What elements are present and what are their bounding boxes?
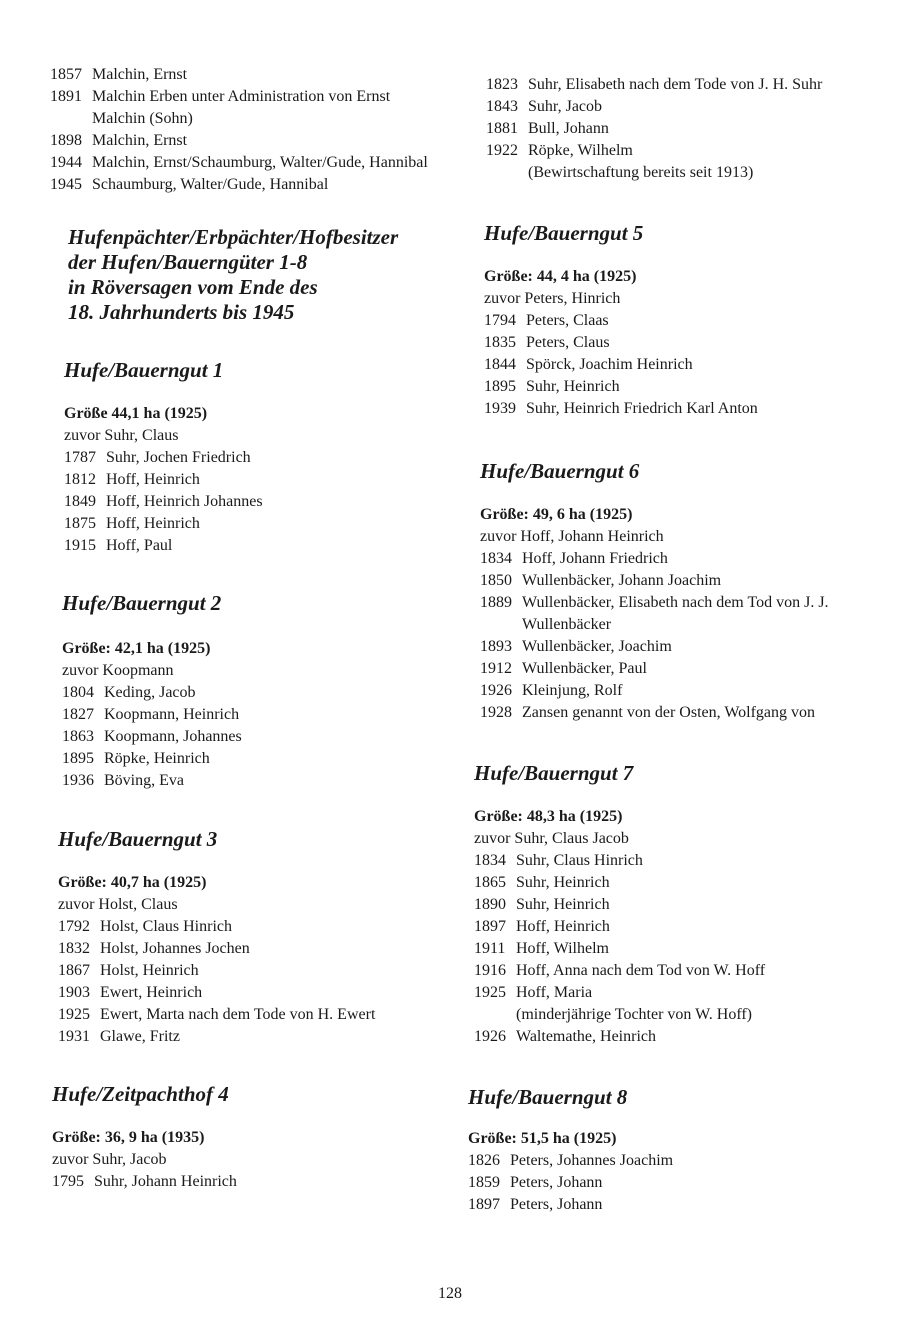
entry-name: Spörck, Joachim Heinrich: [526, 356, 693, 373]
entry-year: 1867: [58, 962, 90, 979]
entry-year: 1787: [64, 449, 96, 466]
left-column: [50, 64, 445, 1193]
entry-name: Suhr, Heinrich: [516, 874, 610, 891]
entry: [58, 960, 445, 982]
entry: [58, 1026, 445, 1048]
heading-line: Hufenpächter/Erbpächter/Hofbesitzer: [68, 225, 399, 249]
entry-year: 1835: [484, 334, 516, 351]
entry: [480, 702, 893, 724]
entry-year: 1944: [50, 154, 82, 171]
entry: [58, 982, 445, 1004]
section-size: Größe 44,1 ha (1925): [64, 405, 208, 422]
entry: [62, 682, 445, 704]
entry: [50, 86, 445, 130]
entry-name: Suhr, Jacob: [528, 98, 603, 115]
entry: [474, 872, 893, 894]
main-heading: [50, 225, 445, 325]
entry-name: Peters, Claas: [526, 312, 609, 329]
entry-name: Hoff, Wilhelm: [516, 940, 609, 957]
entry-year: 1911: [474, 940, 506, 957]
right-column: [468, 74, 893, 1216]
section-size: Größe: 49, 6 ha (1925): [480, 506, 633, 523]
entry: [50, 64, 445, 86]
entry-name: Keding, Jacob: [104, 684, 196, 701]
entry-note: (minderjährige Tochter von W. Hoff): [516, 1006, 753, 1023]
section-8: [468, 1084, 893, 1216]
section-size: Größe: 42,1 ha (1925): [62, 640, 211, 657]
entry: [486, 74, 893, 96]
entry-year: 1857: [50, 66, 82, 83]
entry: [64, 447, 445, 469]
entry-year: 1834: [480, 550, 512, 567]
entry-year: 1865: [474, 874, 506, 891]
section-4: [50, 1081, 445, 1193]
entry-name: Hoff, Maria: [516, 984, 593, 1001]
entry-name: Peters, Claus: [526, 334, 610, 351]
entry: [474, 850, 893, 872]
entry-name: Koopmann, Johannes: [104, 728, 242, 745]
entry-name: Suhr, Heinrich Friedrich Karl Anton: [526, 400, 758, 417]
entry-year: 1890: [474, 896, 506, 913]
section-title: Hufe/Bauerngut 1: [64, 358, 224, 382]
entry-year: 1812: [64, 471, 96, 488]
entry-year: 1804: [62, 684, 94, 701]
entry-year: 1792: [58, 918, 90, 935]
section-7: [468, 760, 893, 1048]
entry: [480, 592, 893, 636]
entry: [62, 726, 445, 748]
entry-name: Wullenbäcker, Elisabeth nach dem Tod von J. J. Wullenbäcker: [522, 594, 829, 633]
entry: [50, 152, 445, 174]
section-size: Größe: 51,5 ha (1925): [468, 1130, 617, 1147]
entry-year: 1832: [58, 940, 90, 957]
entry-year: 1881: [486, 120, 518, 137]
section-title: Hufe/Bauerngut 8: [468, 1085, 628, 1109]
entry-name: Suhr, Heinrich: [526, 378, 620, 395]
entry-name: Malchin Erben unter Administration von Ernst Malchin (Sohn): [92, 88, 391, 127]
entry: [474, 982, 893, 1004]
entry: [484, 398, 893, 420]
section-3: [50, 826, 445, 1048]
section-title: Hufe/Zeitpachthof 4: [52, 1082, 229, 1106]
section-size: Größe: 48,3 ha (1925): [474, 808, 623, 825]
entry-year: 1926: [474, 1028, 506, 1045]
section-title: Hufe/Bauerngut 6: [480, 459, 640, 483]
entry: [480, 658, 893, 680]
entry-name: Wullenbäcker, Johann Joachim: [522, 572, 722, 589]
section-title: Hufe/Bauerngut 7: [474, 761, 634, 785]
entry-name: Bull, Johann: [528, 120, 609, 137]
entry-year: 1895: [62, 750, 94, 767]
entry: [64, 469, 445, 491]
entry-year: 1794: [484, 312, 516, 329]
entry-year: 1912: [480, 660, 512, 677]
entry-year: 1843: [486, 98, 518, 115]
entry: [62, 770, 445, 792]
heading-line: in Röversagen vom Ende des: [68, 275, 318, 299]
section-title: Hufe/Bauerngut 5: [484, 221, 644, 245]
entry-year: 1827: [62, 706, 94, 723]
entry-year: 1925: [58, 1006, 90, 1023]
section-size: Größe: 36, 9 ha (1935): [52, 1129, 205, 1146]
entry-name: Holst, Heinrich: [100, 962, 199, 979]
entry-year: 1891: [50, 88, 82, 105]
entry-name: Peters, Johann: [510, 1174, 603, 1191]
entry: [484, 376, 893, 398]
entry: [486, 96, 893, 118]
entry-name: Hoff, Heinrich Johannes: [106, 493, 263, 510]
entry: [64, 513, 445, 535]
entry-name: Böving, Eva: [104, 772, 184, 789]
entry-year: 1844: [484, 356, 516, 373]
entry: [484, 310, 893, 332]
entry: [480, 548, 893, 570]
entry: [468, 1150, 893, 1172]
entry-year: 1903: [58, 984, 90, 1001]
entry-list: [50, 64, 445, 196]
entry: [52, 1171, 445, 1193]
entry-name: Suhr, Jochen Friedrich: [106, 449, 251, 466]
entry: [58, 938, 445, 960]
entry: [64, 535, 445, 557]
entry: [486, 140, 893, 162]
entry: [474, 960, 893, 982]
entry: [474, 1026, 893, 1048]
entry-name: Wullenbäcker, Joachim: [522, 638, 672, 655]
section-prior: zuvor Peters, Hinrich: [484, 290, 621, 307]
entry-name: Kleinjung, Rolf: [522, 682, 623, 699]
entry-name: Hoff, Heinrich: [106, 471, 200, 488]
section-prior: zuvor Koopmann: [62, 662, 174, 679]
entry-year: 1898: [50, 132, 82, 149]
entry-name: Malchin, Ernst: [92, 66, 188, 83]
entry-name: Holst, Johannes Jochen: [100, 940, 250, 957]
section-1: [50, 357, 445, 557]
section-size: Größe: 44, 4 ha (1925): [484, 268, 637, 285]
entry-year: 1939: [484, 400, 516, 417]
entry-year: 1850: [480, 572, 512, 589]
entry: [474, 894, 893, 916]
entry: [474, 916, 893, 938]
entry-name: Schaumburg, Walter/Gude, Hannibal: [92, 176, 329, 193]
entry: [468, 1172, 893, 1194]
entry-note: (Bewirtschaftung bereits seit 1913): [528, 164, 754, 181]
entry-year: 1915: [64, 537, 96, 554]
entry-year: 1931: [58, 1028, 90, 1045]
entry-name: Hoff, Anna nach dem Tod von W. Hoff: [516, 962, 766, 979]
heading-line: der Hufen/Bauerngüter 1-8: [68, 250, 308, 274]
entry-year: 1897: [468, 1196, 500, 1213]
entry-name: Peters, Johann: [510, 1196, 603, 1213]
entry: [480, 680, 893, 702]
entry-name: Holst, Claus Hinrich: [100, 918, 232, 935]
entry-name: Suhr, Claus Hinrich: [516, 852, 643, 869]
entry-name: Ewert, Heinrich: [100, 984, 203, 1001]
entry-name: Ewert, Marta nach dem Tode von H. Ewert: [100, 1006, 376, 1023]
section-prior: zuvor Suhr, Claus: [64, 427, 179, 444]
entry-year: 1863: [62, 728, 94, 745]
entry: [484, 354, 893, 376]
entry-year: 1849: [64, 493, 96, 510]
entry: [486, 118, 893, 140]
entry: [50, 174, 445, 196]
entry-year: 1895: [484, 378, 516, 395]
entry-year: 1795: [52, 1173, 84, 1190]
entry-name: Waltemathe, Heinrich: [516, 1028, 656, 1045]
entry-name: Röpke, Wilhelm: [528, 142, 633, 159]
entry-name: Röpke, Heinrich: [104, 750, 210, 767]
entry-year: 1926: [480, 682, 512, 699]
entry-name: Peters, Johannes Joachim: [510, 1152, 674, 1169]
entry-name: Malchin, Ernst: [92, 132, 188, 149]
entry-year: 1928: [480, 704, 512, 721]
entry-name: Koopmann, Heinrich: [104, 706, 240, 723]
section-5: [468, 220, 893, 420]
entry-year: 1826: [468, 1152, 500, 1169]
entry-year: 1897: [474, 918, 506, 935]
section-title: Hufe/Bauerngut 2: [62, 591, 222, 615]
entry-name: Wullenbäcker, Paul: [522, 660, 647, 677]
section-2: [50, 590, 445, 792]
section-prior: zuvor Suhr, Jacob: [52, 1151, 167, 1168]
entry: [58, 916, 445, 938]
entry-name: Glawe, Fritz: [100, 1028, 180, 1045]
entry: [50, 130, 445, 152]
section-prior: zuvor Suhr, Claus Jacob: [474, 830, 629, 847]
entry-name: Suhr, Elisabeth nach dem Tode von J. H. Suhr: [528, 76, 823, 93]
entry-year: 1922: [486, 142, 518, 159]
entry-year: 1893: [480, 638, 512, 655]
section-size: Größe: 40,7 ha (1925): [58, 874, 207, 891]
entry-list: [468, 74, 893, 184]
entry-name: Hoff, Paul: [106, 537, 173, 554]
entry: [58, 1004, 445, 1026]
section-prior: zuvor Hoff, Johann Heinrich: [480, 528, 664, 545]
entry-year: 1925: [474, 984, 506, 1001]
heading-line: 18. Jahrhunderts bis 1945: [68, 300, 295, 324]
entry: [468, 1194, 893, 1216]
entry-year: 1889: [480, 594, 512, 611]
entry: [474, 938, 893, 960]
entry: [64, 491, 445, 513]
entry: [62, 704, 445, 726]
entry-year: 1823: [486, 76, 518, 93]
section-6: [468, 458, 893, 724]
entry-name: Zansen genannt von der Osten, Wolfgang von: [522, 704, 816, 721]
section-title: Hufe/Bauerngut 3: [58, 827, 218, 851]
entry-year: 1875: [64, 515, 96, 532]
entry: [480, 636, 893, 658]
entry-year: 1916: [474, 962, 506, 979]
entry-name: Hoff, Johann Friedrich: [522, 550, 668, 567]
entry: [484, 332, 893, 354]
entry-name: Hoff, Heinrich: [516, 918, 610, 935]
entry-year: 1859: [468, 1174, 500, 1191]
entry: [480, 570, 893, 592]
entry-year: 1945: [50, 176, 82, 193]
entry-year: 1834: [474, 852, 506, 869]
entry-name: Malchin, Ernst/Schaumburg, Walter/Gude, Hannibal: [92, 154, 428, 171]
entry: [62, 748, 445, 770]
section-prior: zuvor Holst, Claus: [58, 896, 178, 913]
page-number: 128: [438, 1285, 462, 1302]
entry-name: Hoff, Heinrich: [106, 515, 200, 532]
entry-name: Suhr, Heinrich: [516, 896, 610, 913]
entry-year: 1936: [62, 772, 94, 789]
entry-name: Suhr, Johann Heinrich: [94, 1173, 237, 1190]
